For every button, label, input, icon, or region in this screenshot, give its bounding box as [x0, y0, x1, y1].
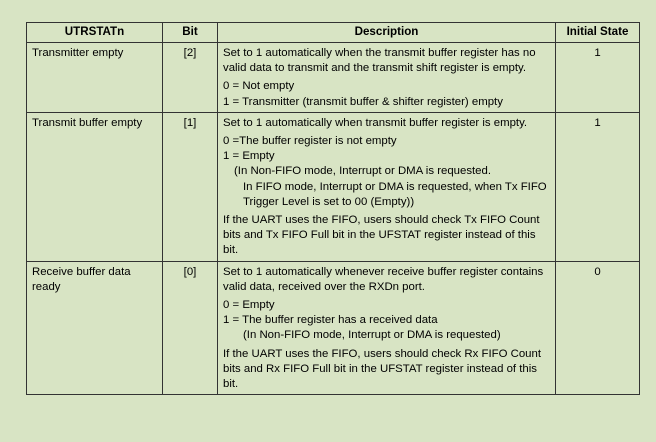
table-row	[27, 261, 640, 395]
description-values	[223, 134, 550, 210]
field-bit: [2]	[163, 43, 218, 113]
field-bit: [1]	[163, 112, 218, 261]
table-row	[27, 112, 640, 261]
description-paragraph: If the UART uses the FIFO, users should check Tx FIFO Count bits and Tx FIFO Full bit in the UFSTAT register instead of this bit.	[223, 214, 540, 257]
field-description	[218, 261, 556, 395]
value-line: 1 = Empty	[223, 150, 275, 163]
value-line: 0 =The buffer register is not empty	[223, 135, 397, 148]
description-paragraph: Set to 1 automatically when the transmit buffer register has no valid data to transmit and the transmit shift register is empty.	[223, 47, 536, 75]
header-initial-state: Initial State	[556, 23, 640, 43]
field-description	[218, 43, 556, 113]
value-note: (In Non-FIFO mode, Interrupt or DMA is requested)	[243, 329, 501, 342]
value-line: 0 = Not empty	[223, 80, 295, 93]
header-description: Description	[218, 23, 556, 43]
field-name: Receive buffer data ready	[27, 261, 163, 395]
table-row	[27, 43, 640, 113]
register-table	[26, 22, 640, 395]
description-values	[223, 79, 550, 109]
value-line: 0 = Empty	[223, 299, 275, 312]
description-paragraph: Set to 1 automatically when transmit buffer register is empty.	[223, 116, 528, 129]
value-note: In FIFO mode, Interrupt or DMA is requested, when Tx FIFO Trigger Level is set to 00 (Empty))	[243, 180, 547, 208]
description-values	[223, 298, 550, 344]
value-note: (In Non-FIFO mode, Interrupt or DMA is requested.	[234, 165, 492, 178]
field-initial-state: 0	[556, 261, 640, 395]
header-utrstatn: UTRSTATn	[27, 23, 163, 43]
field-name: Transmitter empty	[27, 43, 163, 113]
header-bit: Bit	[163, 23, 218, 43]
description-paragraph: If the UART uses the FIFO, users should check Rx FIFO Count bits and Rx FIFO Full bit in the UFSTAT register instead of this bit.	[223, 347, 542, 391]
value-line: 1 = Transmitter (transmit buffer & shifter register) empty	[223, 95, 503, 108]
field-initial-state: 1	[556, 43, 640, 113]
field-name: Transmit buffer empty	[27, 112, 163, 261]
value-line: 1 = The buffer register has a received data	[223, 314, 438, 327]
table-header-row	[27, 23, 640, 43]
field-initial-state: 1	[556, 112, 640, 261]
field-bit: [0]	[163, 261, 218, 395]
field-description	[218, 112, 556, 261]
description-paragraph: Set to 1 automatically whenever receive buffer register contains valid data, received over the RXDn port.	[223, 265, 544, 293]
